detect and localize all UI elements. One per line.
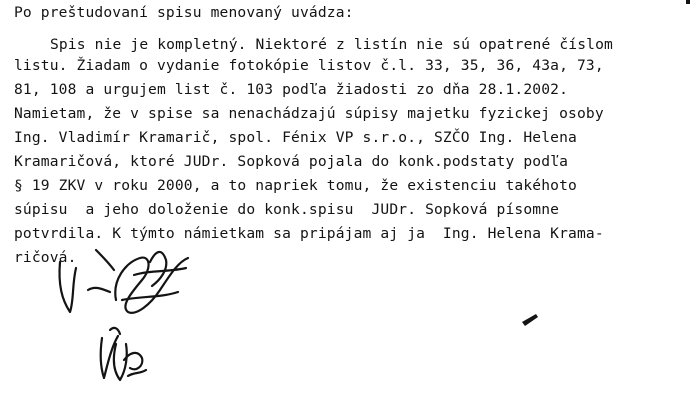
ink-mark bbox=[522, 314, 538, 326]
text-line-9: súpisu a jeho doloženie do konk.spisu JUDr. Sopková písomne bbox=[14, 201, 560, 218]
text-line-5: Namietam, že v spise sa nenachádzajú súpisy majetku fyzickej osoby bbox=[14, 105, 604, 122]
text-line-1: Po preštudovaní spisu menovaný uvádza: bbox=[14, 4, 354, 21]
text-line-8: § 19 ZKV v roku 2000, a to napriek tomu, že existenciu takéhoto bbox=[14, 177, 577, 194]
text-line-6: Ing. Vladimír Kramarič, spol. Fénix VP s.r.o., SZČO Ing. Helena bbox=[14, 129, 577, 146]
text-line-7: Kramaričová, ktoré JUDr. Sopková pojala do konk.podstaty podľa bbox=[14, 153, 569, 170]
text-line-4: 81, 108 a urgujem list č. 103 podľa žiadosti zo dňa 28.1.2002. bbox=[14, 81, 569, 98]
text-line-3: listu. Žiadam o vydanie fotokópie listov č.l. 33, 35, 36, 43a, 73, bbox=[14, 57, 604, 74]
text-line-2: Spis nie je kompletný. Niektoré z listín nie sú opatrené číslom bbox=[50, 36, 613, 53]
text-line-10: potvrdila. K týmto námietkam sa pripájam aj ja Ing. Helena Krama- bbox=[14, 225, 604, 242]
text-line-11: ričová. bbox=[14, 249, 77, 266]
ink-dot bbox=[686, 0, 690, 4]
